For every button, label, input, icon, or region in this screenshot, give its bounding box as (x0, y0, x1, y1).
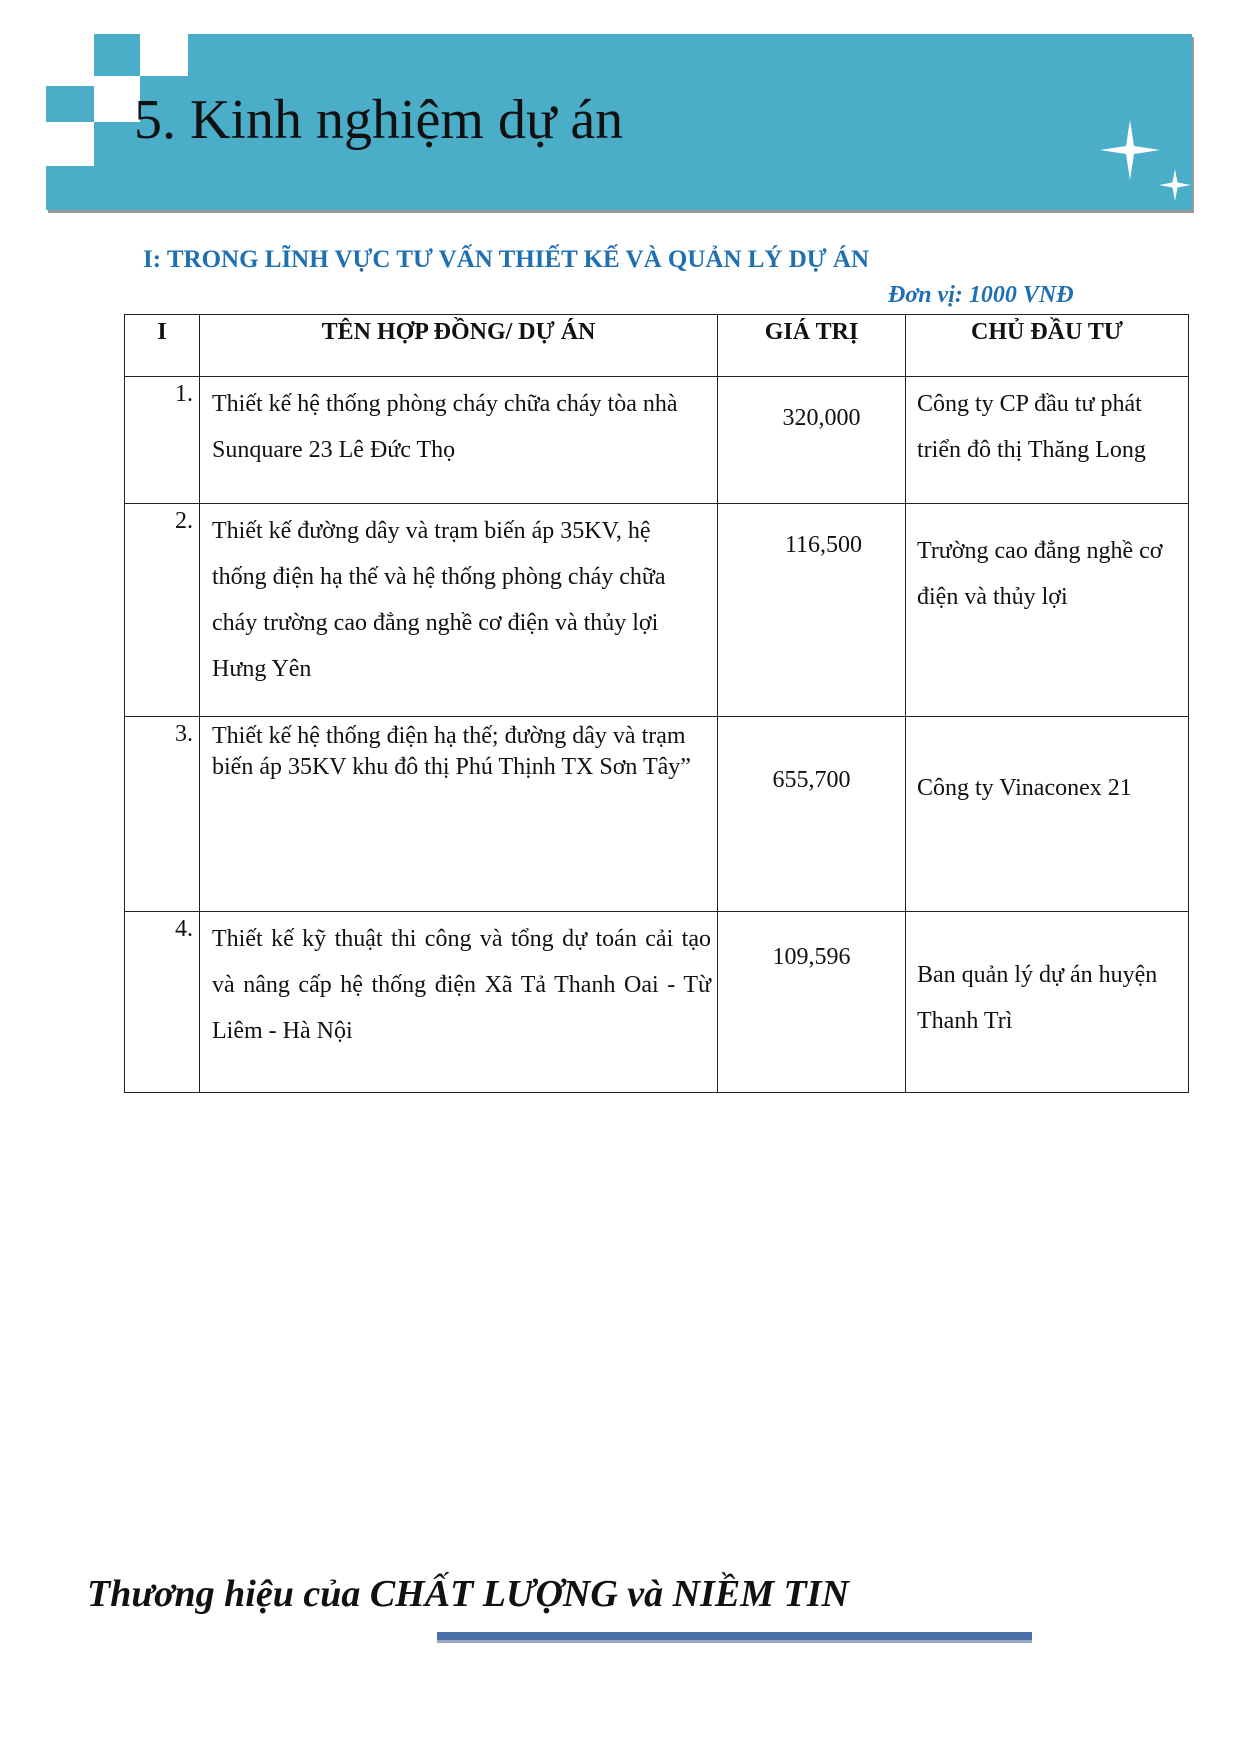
decor-square (46, 34, 94, 86)
footer-slogan: Thương hiệu của CHẤT LƯỢNG và NIỀM TIN (87, 1573, 849, 1615)
projects-table (124, 314, 1189, 1093)
project-investor: Ban quản lý dự án huyện Thanh Trì (906, 912, 1189, 1093)
sparkle-icon (1098, 118, 1162, 182)
section-heading: I: TRONG LĨNH VỰC TƯ VẤN THIẾT KẾ VÀ QUẢN LÝ DỰ ÁN (143, 246, 870, 273)
unit-note: Đơn vị: 1000 VNĐ (888, 282, 1074, 308)
row-number: 1. (125, 377, 200, 504)
table-row (125, 717, 1189, 912)
header-investor: CHỦ ĐẦU TƯ (906, 315, 1189, 377)
project-name: Thiết kế đường dây và trạm biến áp 35KV, hệ thống điện hạ thế và hệ thống phòng cháy chữa cháy trường cao đẳng nghề cơ điện và thủy lợi Hưng Yên (200, 504, 718, 717)
project-value-text: 109,596 (772, 944, 851, 970)
page-title: 5. Kinh nghiệm dự án (134, 89, 624, 151)
header-name: TÊN HỢP ĐỒNG/ DỰ ÁN (200, 315, 718, 377)
row-number: 3. (125, 717, 200, 912)
project-name: Thiết kế hệ thống phòng cháy chữa cháy tòa nhà Sunquare 23 Lê Đức Thọ (200, 377, 718, 504)
decor-square (46, 122, 94, 166)
header-value: GIÁ TRỊ (718, 315, 906, 377)
decor-square (140, 34, 188, 76)
row-number: 2. (125, 504, 200, 717)
table-header-row (125, 315, 1189, 377)
project-value (718, 504, 906, 717)
project-value-text: 116,500 (784, 532, 863, 558)
table-row (125, 377, 1189, 504)
project-value (718, 717, 906, 912)
table-row (125, 504, 1189, 717)
project-name: Thiết kế hệ thống điện hạ thế; đường dây và trạm biến áp 35KV khu đô thị Phú Thịnh TX Sơn Tây” (200, 717, 718, 912)
project-value-text: 320,000 (782, 405, 861, 431)
project-investor: Công ty Vinaconex 21 (906, 717, 1189, 912)
project-investor: Trường cao đẳng nghề cơ điện và thủy lợi (906, 504, 1189, 717)
header-no: I (125, 315, 200, 377)
project-name: Thiết kế kỹ thuật thi công và tổng dự toán cải tạo và nâng cấp hệ thống điện Xã Tả Thanh Oai - Từ Liêm - Hà Nội (200, 912, 718, 1093)
project-value (718, 377, 906, 504)
project-value (718, 912, 906, 1093)
sparkle-icon (1158, 168, 1192, 202)
project-investor: Công ty CP đầu tư phát triển đô thị Thăng Long (906, 377, 1189, 504)
project-value-text: 655,700 (772, 767, 851, 793)
table-row (125, 912, 1189, 1093)
slogan-underline (437, 1632, 1032, 1643)
row-number: 4. (125, 912, 200, 1093)
